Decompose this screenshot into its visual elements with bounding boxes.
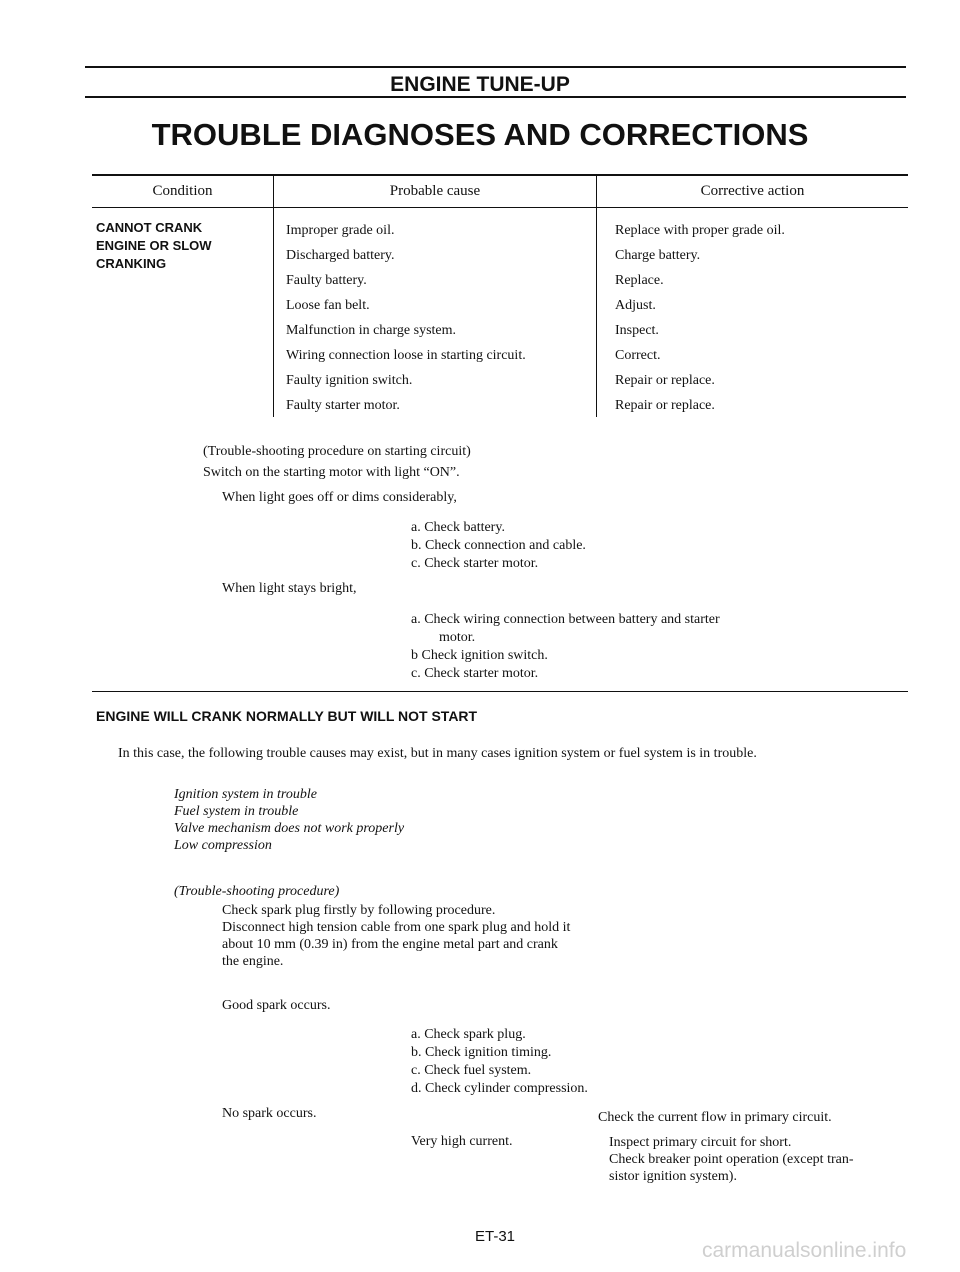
starting-procedure-heading: (Trouble-shooting procedure on starting circuit) xyxy=(203,444,471,459)
step-item: c. Check starter motor. xyxy=(411,666,539,681)
page-title: TROUBLE DIAGNOSES AND CORRECTIONS xyxy=(151,117,809,152)
header-rule-top xyxy=(85,66,906,68)
step-item: b Check ignition switch. xyxy=(411,648,548,663)
step-item-continued: motor. xyxy=(439,630,476,645)
action-item: Replace with proper grade oil. xyxy=(615,223,785,238)
no-spark-check: Check the current flow in primary circuit. xyxy=(598,1110,832,1125)
condition-cell xyxy=(96,219,212,273)
action-item: Repair or replace. xyxy=(615,398,715,413)
step-item: b. Check ignition timing. xyxy=(411,1045,552,1060)
cause-item: Low compression xyxy=(174,838,272,853)
section-divider xyxy=(92,691,908,692)
cause-item: Loose fan belt. xyxy=(286,298,370,313)
action-line: Inspect primary circuit for short. xyxy=(609,1135,792,1150)
step-item: c. Check starter motor. xyxy=(411,556,539,571)
condition-line: CANNOT CRANK xyxy=(96,220,203,235)
header-rule-bottom xyxy=(85,96,906,98)
section-header: ENGINE TUNE-UP xyxy=(390,73,570,96)
column-divider-1 xyxy=(273,174,274,417)
cause-item: Faulty ignition switch. xyxy=(286,373,413,388)
step-item: a. Check wiring connection between battery and starter xyxy=(411,612,720,627)
condition-line: CRANKING xyxy=(96,256,167,271)
cause-item: Improper grade oil. xyxy=(286,223,395,238)
step-item: d. Check cylinder compression. xyxy=(411,1081,588,1096)
probable-cause-list xyxy=(286,218,526,418)
light-bright-steps xyxy=(411,611,720,683)
step-item: c. Check fuel system. xyxy=(411,1063,532,1078)
column-divider-2 xyxy=(596,174,597,417)
action-item: Inspect. xyxy=(615,323,659,338)
procedure-line: Disconnect high tension cable from one spark plug and hold it xyxy=(222,920,571,935)
procedure-line: the engine. xyxy=(222,954,284,969)
table-header-rule xyxy=(92,207,908,208)
cause-item: Faulty starter motor. xyxy=(286,398,400,413)
light-off-steps xyxy=(411,519,586,573)
light-off-label: When light goes off or dims considerably, xyxy=(222,490,457,505)
action-item: Correct. xyxy=(615,348,661,363)
step-item: b. Check connection and cable. xyxy=(411,538,586,553)
procedure-line: about 10 mm (0.39 in) from the engine metal part and crank xyxy=(222,937,558,952)
watermark: carmanualsonline.info xyxy=(702,1239,907,1262)
cause-item: Faulty battery. xyxy=(286,273,367,288)
cause-item: Malfunction in charge system. xyxy=(286,323,457,338)
procedure-text xyxy=(222,902,570,970)
action-item: Repair or replace. xyxy=(615,373,715,388)
step-item: a. Check spark plug. xyxy=(411,1027,526,1042)
action-item: Charge battery. xyxy=(615,248,701,263)
action-line: Check breaker point operation (except tran- xyxy=(609,1152,854,1167)
cause-item: Ignition system in trouble xyxy=(174,787,317,802)
good-spark-label: Good spark occurs. xyxy=(222,998,331,1013)
no-start-intro: In this case, the following trouble causes may exist, but in many cases ignition system or fuel system is in trouble. xyxy=(118,746,757,761)
no-start-heading: ENGINE WILL CRANK NORMALLY BUT WILL NOT START xyxy=(96,708,478,724)
high-current-label: Very high current. xyxy=(411,1134,513,1149)
procedure-line: Check spark plug firstly by following procedure. xyxy=(222,903,496,918)
column-header-condition: Condition xyxy=(152,183,213,199)
action-item: Adjust. xyxy=(615,298,656,313)
cause-item: Valve mechanism does not work properly xyxy=(174,821,405,836)
high-current-actions xyxy=(609,1134,854,1185)
cause-item: Discharged battery. xyxy=(286,248,395,263)
corrective-action-list xyxy=(615,218,785,418)
no-start-cause-list xyxy=(174,786,404,854)
step-item: a. Check battery. xyxy=(411,520,505,535)
no-spark-label: No spark occurs. xyxy=(222,1106,317,1121)
good-spark-steps xyxy=(411,1026,588,1098)
cause-item: Fuel system in trouble xyxy=(174,804,299,819)
cause-item: Wiring connection loose in starting circuit. xyxy=(286,348,526,363)
column-header-corrective-action: Corrective action xyxy=(700,183,805,199)
procedure-heading: (Trouble-shooting procedure) xyxy=(174,884,340,899)
page-number: ET-31 xyxy=(474,1228,516,1245)
condition-line: ENGINE OR SLOW xyxy=(96,238,212,253)
column-header-probable-cause: Probable cause xyxy=(389,183,481,199)
table-top-rule xyxy=(92,174,908,176)
starting-procedure-intro: Switch on the starting motor with light “ON”. xyxy=(203,465,460,480)
action-line: sistor ignition system). xyxy=(609,1169,737,1184)
action-item: Replace. xyxy=(615,273,664,288)
light-bright-label: When light stays bright, xyxy=(222,581,357,596)
